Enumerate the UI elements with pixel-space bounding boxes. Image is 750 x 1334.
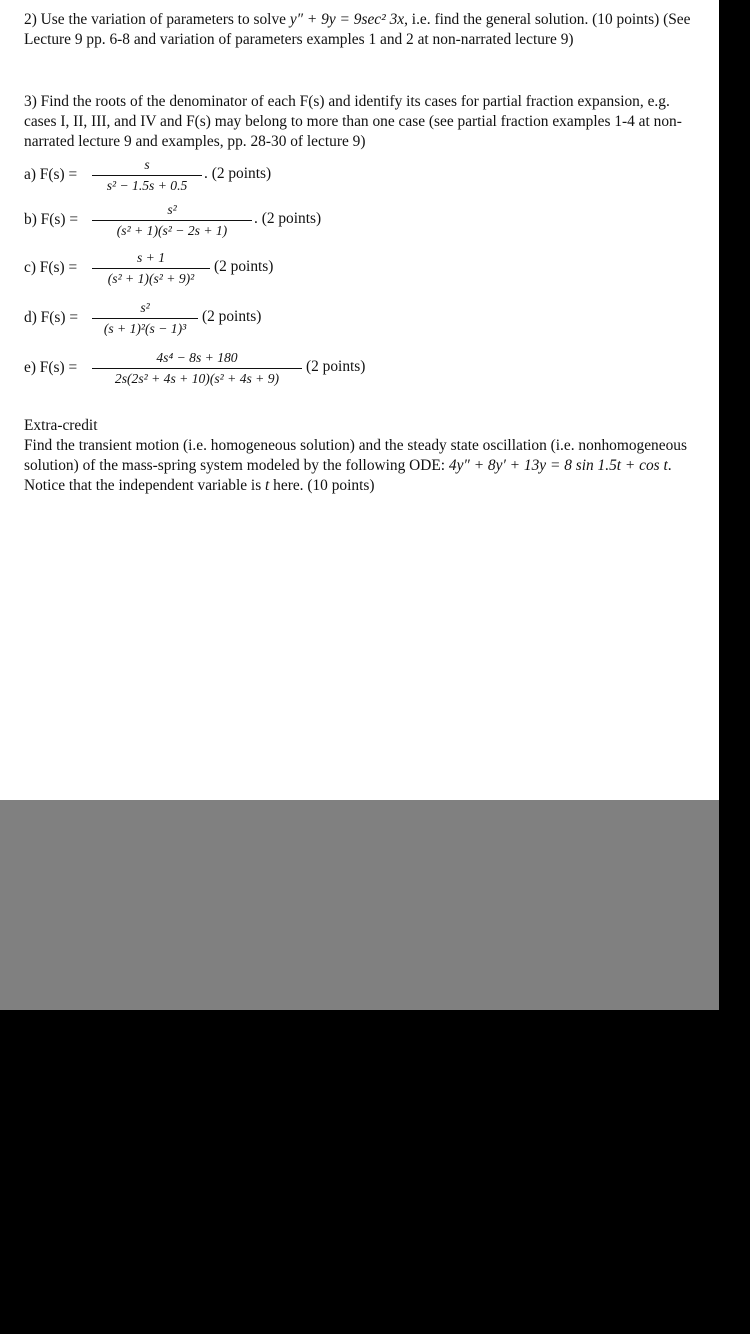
extra-credit-text-2: . Notice that the independent variable is bbox=[24, 457, 672, 494]
question-2-text: 2) Use the variation of parameters to solve bbox=[24, 11, 290, 28]
problem-c-numerator: s + 1 bbox=[136, 250, 166, 265]
problem-c-fraction bbox=[92, 248, 210, 288]
problem-a-label: a) F(s) = bbox=[24, 166, 78, 183]
problem-a bbox=[24, 155, 324, 195]
problem-e bbox=[24, 348, 424, 388]
problem-b bbox=[24, 200, 344, 240]
question-3-text: 3) Find the roots of the denominator of each F(s) and identify its cases for partial fraction expansion, e.g. cases I, II, III, and IV and F(s) may belong to more than one case (see partial fraction examples 1-4 at non-narrated lecture 9 and examples, pp. 28-30 of lecture 9) bbox=[24, 93, 682, 150]
problem-a-fraction bbox=[92, 155, 202, 195]
problem-b-numerator: s² bbox=[167, 202, 177, 217]
problem-d-fraction bbox=[92, 298, 198, 338]
problem-c-denominator: (s² + 1)(s² + 9)² bbox=[92, 268, 210, 288]
problem-c-label: c) F(s) = bbox=[24, 259, 78, 276]
problem-b-fraction bbox=[92, 200, 252, 240]
problem-e-denominator: 2s(2s² + 4s + 10)(s² + 4s + 9) bbox=[92, 368, 302, 388]
problem-d-numerator: s² bbox=[140, 300, 150, 315]
problem-e-numerator: 4s⁴ − 8s + 180 bbox=[156, 350, 238, 365]
question-2-equation: y″ + 9y = 9sec² 3x bbox=[289, 11, 405, 28]
problem-b-denominator: (s² + 1)(s² − 2s + 1) bbox=[92, 220, 252, 240]
problem-c-points: (2 points) bbox=[214, 258, 274, 275]
problem-d-label: d) F(s) = bbox=[24, 309, 78, 326]
problem-c bbox=[24, 248, 324, 288]
problem-d-denominator: (s + 1)²(s − 1)³ bbox=[92, 318, 198, 338]
problem-a-numerator: s bbox=[144, 157, 150, 172]
problem-e-points: (2 points) bbox=[306, 358, 366, 375]
question-2-text-rest: , i.e. find the general solution. (10 points) (See Lecture 9 pp. 6-8 and variation of parameters examples 1 and 2 at non-narrated lecture 9) bbox=[24, 11, 691, 48]
problem-b-points: . (2 points) bbox=[254, 210, 322, 227]
problem-e-label: e) F(s) = bbox=[24, 359, 78, 376]
problem-b-label: b) F(s) = bbox=[24, 211, 78, 228]
problem-a-denominator: s² − 1.5s + 0.5 bbox=[92, 175, 202, 195]
question-3 bbox=[24, 92, 696, 152]
problem-e-fraction bbox=[92, 348, 302, 388]
problem-d-points: (2 points) bbox=[202, 308, 262, 325]
gray-overlay-area bbox=[0, 800, 719, 1010]
extra-credit-text: Find the transient motion (i.e. homogeneous solution) and the steady state oscillation (i.e. nonhomogeneous solution) of the mass-spring system modeled by the following ODE: bbox=[24, 437, 687, 474]
problem-a-points: . (2 points) bbox=[204, 165, 272, 182]
extra-credit-heading: Extra-credit bbox=[24, 417, 98, 434]
problem-d bbox=[24, 298, 324, 338]
question-2 bbox=[24, 10, 696, 50]
extra-credit-text-3: here. (10 points) bbox=[269, 477, 375, 494]
extra-credit-equation: 4y″ + 8y′ + 13y = 8 sin 1.5t + cos t bbox=[448, 457, 668, 474]
extra-credit bbox=[24, 416, 696, 496]
extra-credit-variable: t bbox=[265, 477, 270, 494]
